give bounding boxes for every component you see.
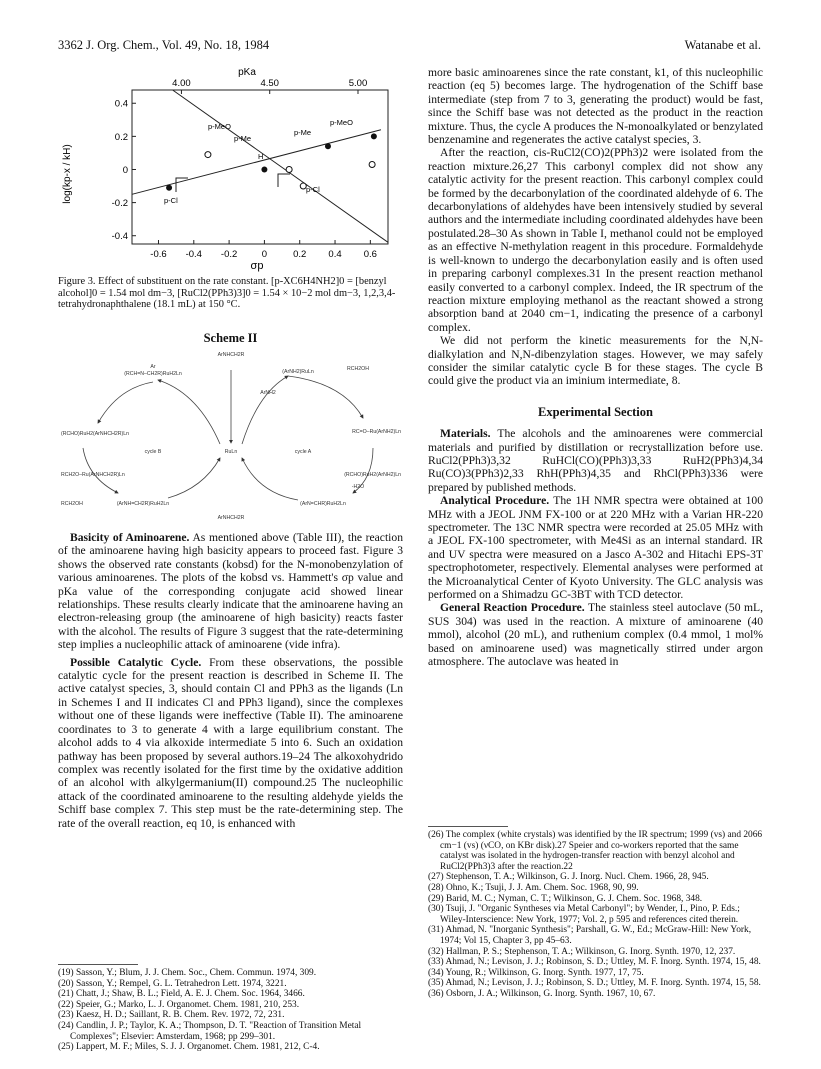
footnote: (33) Ahmad, N.; Levison, J. J.; Robinson, S. D.; Uttley, M. F. Inorg. Synth. 1974, 15, 48. xyxy=(428,957,761,968)
footnote: (25) Lappert, M. F.; Miles, S. J. J. Organomet. Chem. 1981, 212, C-4. xyxy=(58,1042,320,1053)
y-tick-label: -0.2 xyxy=(111,198,128,210)
general-procedure-heading: General Reaction Procedure. xyxy=(440,601,585,615)
footnote: (20) Sasson, Y.; Rempel, G. L. Tetrahedron Lett. 1974, 3221. xyxy=(58,978,287,989)
footnote: (27) Stephenson, T. A.; Wilkinson, G. J. Inorg. Nucl. Chem. 1966, 28, 945. xyxy=(428,872,709,883)
cycle-a-arc-inner xyxy=(242,376,288,444)
scheme-label: (ArNH=CH2R)RuH2Ln xyxy=(116,501,170,507)
catalytic-cycle-paragraph: From these observations, the possible catalytic cycle for the present reaction is described in Scheme II. The active catalyst species, 3, should contain Cl and PPh3 as the ligands (Ln in Schemes I and II indicates Cl and PPh3 ligand), since the complexes without one of these ligands were ineffective (Table II). The aminoarene coordinates to 3 to generate 4 with a large equilibrium constant. The alcohol adds to 4 via alkoxide intermediate 5 into 6. Such an oxidation pathway has been proposed by several authors.19–24 The alkoxohydrido complex was recently isolated for the first time by the oxidative addition of an alcohol with alkylgermanium(II) compound.25 The nucleophilic attack of the coordinated aminoarene to the resulting aldehyde yields the Schiff base complex 7. This step must be the rate-determining step. The rate of the overall reaction, eq 10, is enhanced with xyxy=(58,655,403,830)
footnote: (31) Ahmad, N. "Inorganic Synthesis"; Parshall, G. W., Ed.; McGraw-Hill: New York, 1974; Vol 15, Chapter 3, pp 45–63. xyxy=(428,925,752,946)
scheme-ii-diagram xyxy=(58,348,403,523)
cycle-a-arc-top xyxy=(288,376,363,418)
pka-tick-label: 5.00 xyxy=(348,78,368,89)
figure-3-chart xyxy=(58,66,403,271)
pka-tick-label: 4.50 xyxy=(260,78,279,89)
cycle-b-arc-left xyxy=(83,448,118,493)
x-tick-label: 0 xyxy=(261,249,268,260)
page-header xyxy=(58,38,761,56)
analytical-heading: Analytical Procedure. xyxy=(440,494,550,508)
general-procedure-paragraph: The stainless steel autoclave (50 mL, SUS 304) was used in the reaction. A mixture of aminoarene (40 mmol), alcohol (20 mL), and ruthenium complex (0.4 mmol, 1 mol% based on aminoarene used) was magnetically stirred under argon atmosphere. The autoclave was heated in xyxy=(428,601,763,669)
y-tick-label: 0.2 xyxy=(114,131,128,143)
materials-paragraph: The alcohols and the aminoarenes were commercial materials and purified by distillation or recrystallization before use. RuCl2(PPh3)3,32 RuHCl(CO)(PPh3)3,33 RuH2(PPh3)4,34 Ru(CO)3(PPh3)2,33 RhH(PPh3)4,35 and RhCl(PPh3)336 were prepared by published methods. xyxy=(428,427,763,494)
x-tick-label: -0.2 xyxy=(220,249,238,260)
cycle-b-arc-inner xyxy=(158,380,220,444)
x-tick-label: 0.2 xyxy=(293,249,307,260)
catalytic-cycle-heading: Possible Catalytic Cycle. xyxy=(70,655,202,669)
point-label: p-MeO xyxy=(208,122,231,131)
footnote: (22) Speier, G.; Marko, L. J. Organomet. Chem. 1981, 210, 253. xyxy=(58,999,300,1010)
sigma-fit-line xyxy=(132,130,381,195)
footnote: (24) Candlin, J. P.; Taylor, K. A.; Thompson, D. T. "Reaction of Transition Metal Complexes"; Elsevier: Amsterdam, 1968; pp 299–301. xyxy=(58,1020,362,1042)
arrow-marker xyxy=(278,174,290,187)
footnote: (36) Osborn, J. A.; Wilkinson, G. Inorg. Synth. 1967, 10, 67. xyxy=(428,988,656,999)
scheme-label: (RCHO)RuH2(ArNH2)Ln xyxy=(344,472,401,478)
filled-point xyxy=(166,185,172,191)
right-body xyxy=(428,66,763,668)
experimental-section-title: Experimental Section xyxy=(538,404,653,419)
footnote: (30) Tsuji, J. "Organic Syntheses via Metal Carbonyl"; by Wender, I., Pino, P. Eds.; Wiley-Interscience: New York, 1977; Vol. 2, p 595 and references cited therein. xyxy=(428,904,740,925)
plot-frame xyxy=(132,90,388,244)
scheme-label: RCH2OH xyxy=(347,366,369,372)
footnote-divider-right xyxy=(428,826,508,827)
point-label: p-Me xyxy=(234,134,252,143)
cycle-b-arc-top xyxy=(98,382,153,423)
y-tick-label: -0.4 xyxy=(111,231,128,243)
scheme-label: -H2O xyxy=(351,484,365,490)
point-label: H xyxy=(258,152,264,161)
left-body xyxy=(58,531,403,830)
scheme-label: (ArNH2)RuLn xyxy=(282,369,314,375)
footnote: (23) Kaesz, H. D.; Saillant, R. B. Chem. Rev. 1972, 72, 231. xyxy=(58,1010,285,1021)
filled-point xyxy=(325,143,331,149)
pka-tick-label: 4.00 xyxy=(172,78,191,89)
cycle-a-arc-bottom xyxy=(242,458,298,500)
pka-axis-title: pKa xyxy=(238,67,256,78)
carbonyl-paragraph: After the reaction, cis-RuCl2(CO)2(PPh3)2 were isolated from the reaction mixture.26,27 This carbonyl complex did not show any catalytic activity for the present reaction. This carbonyl complex could be formed by the decarbonylation of the coordinated aldehyde of 6. The decarbonylations of aldehydes have been intensively studied by several authors and the intermediate including coordinated aldehydes have been postulated.28–30 As shown in Table I, methanol could not be employed as an effective N-methylation reagent in this procedure. Formaldehyde is well-known to undergo the decarbonylation easily and is often used in preparing carbonyl complexes.31 In the present reaction methanol easily converted to a carbonyl complex. Indeed, the IR spectrum of the reaction mixture employing methanol as the reactant showed a strong absorption band at 2040 cm−1, indicating the presence of a carbonyl complex. xyxy=(428,146,763,334)
scheme-label: Ar xyxy=(150,364,156,370)
footnotes-left xyxy=(58,968,403,1053)
scheme-label: ArNHCH2R xyxy=(217,515,245,521)
scheme-label: cycle B xyxy=(144,449,162,455)
filled-point xyxy=(371,133,377,139)
point-label: p-Cl xyxy=(164,196,178,205)
y-tick-label: 0.4 xyxy=(114,98,128,110)
scheme-label: RC=O–Ru(ArNH2)Ln xyxy=(352,429,401,435)
footnote: (19) Sasson, Y.; Blum, J. J. Chem. Soc., Chem. Commun. 1974, 309. xyxy=(58,968,317,978)
dialkylation-paragraph: We did not perform the kinetic measurements for the N,N-dialkylation and N,N-dibenzylation stages. However, we may safely consider the similar catalytic cycle B for these stages. The cycle B could give the product via an iminium intermediate, 8. xyxy=(428,334,763,388)
y-axis-title: log(kp-x / kH) xyxy=(62,144,73,204)
footnote-divider-left xyxy=(58,964,138,965)
open-point xyxy=(369,162,375,168)
pka-fit-line xyxy=(173,90,388,242)
figure-3-caption: Figure 3. Effect of substituent on the rate constant. [p-XC6H4NH2]0 = [benzyl alcohol]0 = 1.54 mol dm−3, [RuCl2(PPh3)3]0 = 1.54 × 10−2 mol dm−3, 1,2,3,4-tetrahydronaphthalene (18.1 mL) at 150 °C. xyxy=(58,276,396,311)
point-label: p-Cl xyxy=(306,185,320,194)
scheme-label: ArNH2 xyxy=(260,390,276,396)
basicity-heading: Basicity of Aminoarene. xyxy=(70,531,190,544)
scheme-label: RCH2OH xyxy=(61,501,83,507)
scheme-label: RCH2O–Ru(ArNHCH2R)Ln xyxy=(61,472,125,478)
x-tick-label: 0.4 xyxy=(328,249,342,260)
x-tick-label: 0.6 xyxy=(363,249,377,260)
scheme-label: (RCH=N–CH2R)RuH2Ln xyxy=(124,371,182,377)
point-label: p-MeO xyxy=(330,118,353,127)
running-head: 3362 J. Org. Chem., Vol. 49, No. 18, 1984 xyxy=(58,38,270,52)
materials-heading: Materials. xyxy=(440,427,491,441)
analytical-paragraph: The 1H NMR spectra were obtained at 100 MHz with a JEOL JNM FX-100 or at 220 MHz with a Varian HR-220 spectrometer. The 13C NMR spectra were recorded at 25.05 MHz with a JEOL FX-100 spectrometer, with Me4Si as an internal standard. IR and UV spectra were measured on a Jasco A-302 and Hitachi EPS-3T spectrophotometer, respectively. Elemental analyses were performed at the Microanalytical Center of Kyoto University. The GLC analysis was performed on a Shimadzu GC-3BT with TCD detector. xyxy=(428,494,763,602)
footnote: (29) Barid, M. C.; Nyman, C. T.; Wilkinson, G. J. Chem. Soc. 1968, 348. xyxy=(428,893,703,904)
x-tick-label: -0.6 xyxy=(150,249,167,260)
scheme-label: cycle A xyxy=(294,449,312,455)
continuation-paragraph: more basic aminoarenes since the rate constant, k1, of this nucleophilic reaction (eq 5) becomes large. The hydrogenation of the Schiff base intermediate (step from 7 to 3, generating the product) would be fast, since the Schiff base was not detected as the product in the reaction mixture. Thus, the cycle A produces the N-monoalkylated or benzylated benzenamine and regenerates the active catalyst species, 3. xyxy=(428,66,763,147)
filled-point xyxy=(261,166,267,172)
scheme-label: (ArN=CHR)RuH2Ln xyxy=(300,501,346,507)
scheme-title: Scheme II xyxy=(203,331,258,345)
point-label: p-Me xyxy=(294,128,312,137)
x-tick-label: -0.4 xyxy=(185,249,202,260)
footnotes-right xyxy=(428,830,763,1000)
x-axis-title: σp xyxy=(250,260,264,272)
footnote: (34) Young, R.; Wilkinson, G. Inorg. Synth. 1977, 17, 75. xyxy=(428,967,644,978)
basicity-paragraph: As mentioned above (Table III), the reaction of the aminoarene having high basicity appears to proceed fast. Figure 3 shows the observed rate constants (kobsd) for the N-monobenzylation of various aminoarenes. The plots of the kobsd vs. Hammett's σp value and pKa value of the corresponding conjugate acid showed linear relationships. These results clearly indicate that the aminoarene having an electron-releasing group (the aminoarene of high basicity) reacts faster with the alcohol. The results of Figure 3 suggest that the rate-determining step implies a nucleophilic attack of aminoarene (vide infra). xyxy=(58,531,403,652)
scheme-label: (RCHO)RuH2(ArNHCH2R)Ln xyxy=(61,431,130,437)
footnote: (32) Hallman, P. S.; Stephenson, T. A.; Wilkinson, G. Inorg. Synth. 1970, 12, 237. xyxy=(428,946,736,957)
footnote: (21) Chatt, J.; Shaw, B. L.; Field, A. E. J. Chem. Soc. 1964, 3466. xyxy=(58,989,305,1000)
cycle-b-arc-bottom xyxy=(168,458,220,498)
open-point xyxy=(205,152,211,158)
footnote: (28) Ohno, K.; Tsuji, J. J. Am. Chem. Soc. 1968, 90, 99. xyxy=(428,882,639,893)
authors-head: Watanabe et al. xyxy=(684,38,761,52)
open-point xyxy=(286,166,292,172)
scheme-label: ArNHCH2R xyxy=(217,352,245,358)
scheme-label: RuLn xyxy=(224,449,238,455)
footnote: (26) The complex (white crystals) was identified by the IR spectrum; 1999 (vs) and 2066 cm−1 (vs) (νCO, on KBr disk).27 Speier and co-workers reported that the same catalyst was isolated in the hydrogen-transfer reaction with benzyl alcohol and RuCl2(PPh3)3 after the reaction.22 xyxy=(428,830,763,872)
y-tick-label: 0 xyxy=(122,164,128,176)
footnote: (35) Ahmad, N.; Levison, J. J.; Robinson, S. D.; Uttley, M. F. Inorg. Synth. 1974, 15, 58. xyxy=(428,978,761,989)
